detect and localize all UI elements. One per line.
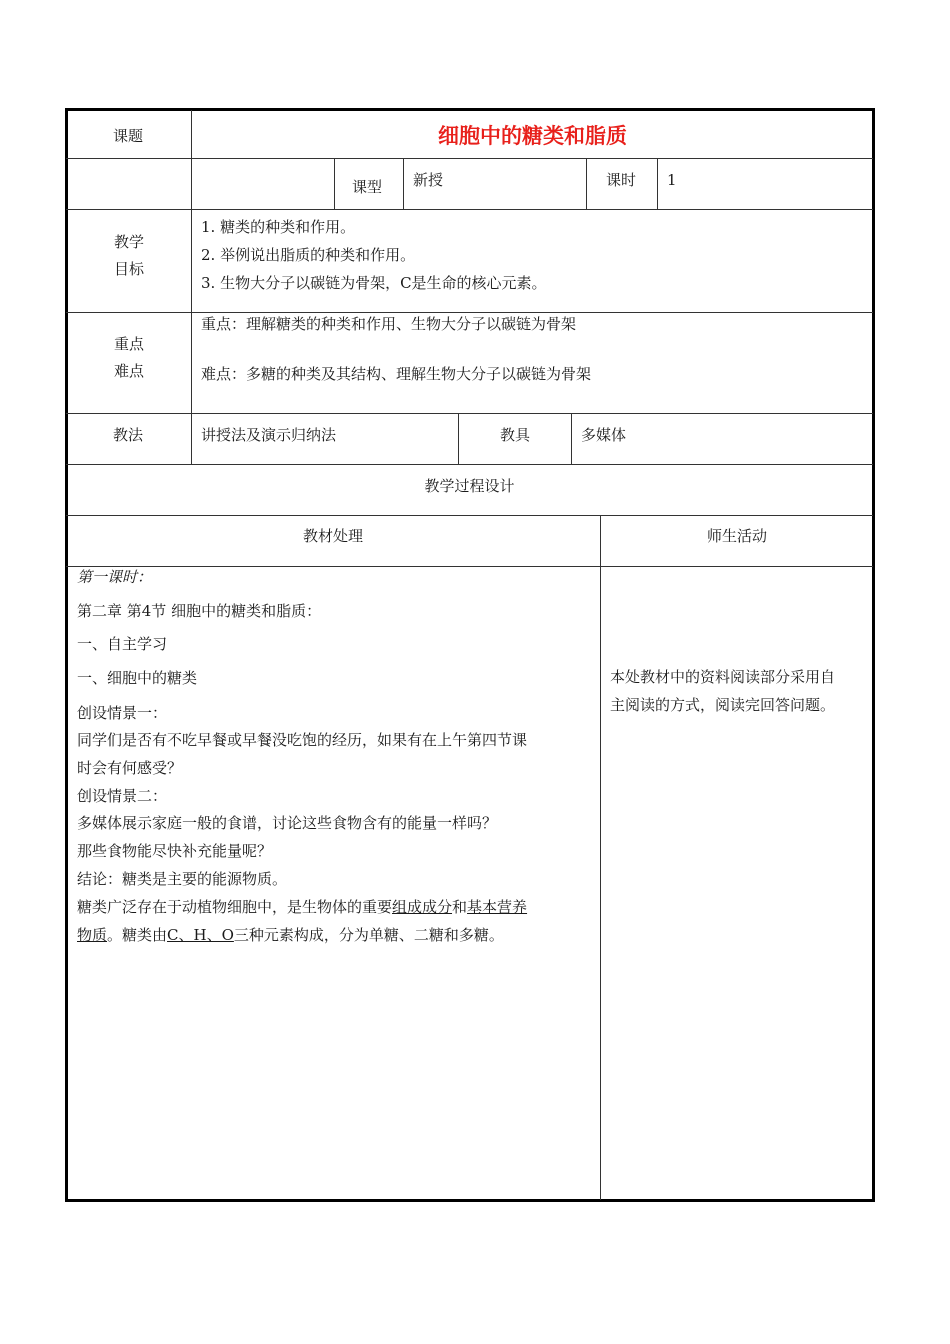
class-hours-value: 1 (667, 171, 677, 189)
section-heading: 一、自主学习 (77, 635, 168, 653)
row-divider (66, 312, 873, 313)
row-divider (66, 566, 873, 567)
key-points-label: 难点 (114, 362, 145, 380)
activity-text: 本处教材中的资料阅读部分采用自 (610, 668, 836, 686)
row-divider (66, 464, 873, 465)
method-value: 讲授法及演示归纳法 (201, 426, 337, 444)
lesson-type-label: 课型 (352, 178, 383, 196)
objective-item: 2. 举例说出脂质的种类和作用。 (201, 246, 416, 264)
page-title: 细胞中的糖类和脂质 (438, 124, 627, 148)
scene-text: 那些食物能尽快补充能量呢？ (77, 842, 273, 860)
paragraph-line (77, 925, 504, 945)
row-divider (66, 515, 873, 516)
method-label: 教法 (113, 426, 144, 444)
row-divider (66, 209, 873, 210)
paragraph-line (77, 897, 527, 917)
material-column-header: 教材处理 (302, 527, 363, 545)
scene-text: 时会有何感受？ (77, 759, 183, 777)
column-divider (403, 159, 404, 210)
lesson-type-value: 新授 (413, 171, 444, 189)
objectives-label: 目标 (114, 260, 145, 278)
column-divider (334, 159, 335, 210)
underlined-term: 基本营养 (467, 898, 528, 916)
paragraph-text: 三种元素构成，分为单糖、二糖和多糖。 (233, 926, 504, 944)
key-points-label: 重点 (114, 335, 145, 353)
section-heading: 一、细胞中的糖类 (77, 669, 198, 687)
row-divider (66, 413, 873, 414)
lesson-number: 第一课时： (77, 568, 153, 586)
conclusion-text: 结论：糖类是主要的能源物质。 (77, 870, 288, 888)
underlined-term: 组成成分 (392, 898, 453, 916)
column-divider (586, 159, 587, 210)
activity-column-header: 师生活动 (706, 527, 767, 545)
row-divider (66, 158, 873, 159)
paragraph-text: 和 (452, 898, 468, 916)
teaching-tools-value: 多媒体 (581, 426, 627, 444)
paragraph-text: 糖类广泛存在于动植物细胞中，是生物体的重要 (77, 898, 393, 916)
objectives-label: 教学 (114, 233, 145, 251)
underlined-term: C、H、O (167, 926, 234, 944)
teaching-tools-label: 教具 (500, 426, 531, 444)
activity-text: 主阅读的方式，阅读完回答问题。 (610, 696, 836, 714)
underlined-term: 物质 (77, 926, 108, 944)
process-design-heading: 教学过程设计 (424, 477, 515, 495)
objective-item: 3. 生物大分子以碳链为骨架，C是生命的核心元素。 (201, 274, 547, 292)
column-divider (657, 159, 658, 210)
scene-text: 多媒体展示家庭一般的食谱，讨论这些食物含有的能量一样吗？ (77, 814, 498, 832)
chapter-heading: 第二章 第4节 细胞中的糖类和脂质： (77, 602, 322, 620)
column-divider (458, 414, 459, 465)
class-hours-label: 课时 (606, 171, 637, 189)
column-divider (600, 516, 601, 1200)
paragraph-text: 。糖类由 (107, 926, 168, 944)
difficult-point-text: 难点：多糖的种类及其结构、理解生物大分子以碳链为骨架 (201, 365, 592, 383)
scene-title: 创设情景二： (77, 787, 168, 805)
key-point-text: 重点：理解糖类的种类和作用、生物大分子以碳链为骨架 (201, 315, 577, 333)
column-divider (191, 110, 192, 465)
objective-item: 1. 糖类的种类和作用。 (201, 218, 356, 236)
scene-title: 创设情景一： (77, 704, 168, 722)
column-divider (571, 414, 572, 465)
topic-label: 课题 (113, 127, 144, 145)
scene-text: 同学们是否有不吃早餐或早餐没吃饱的经历，如果有在上午第四节课 (77, 731, 528, 749)
